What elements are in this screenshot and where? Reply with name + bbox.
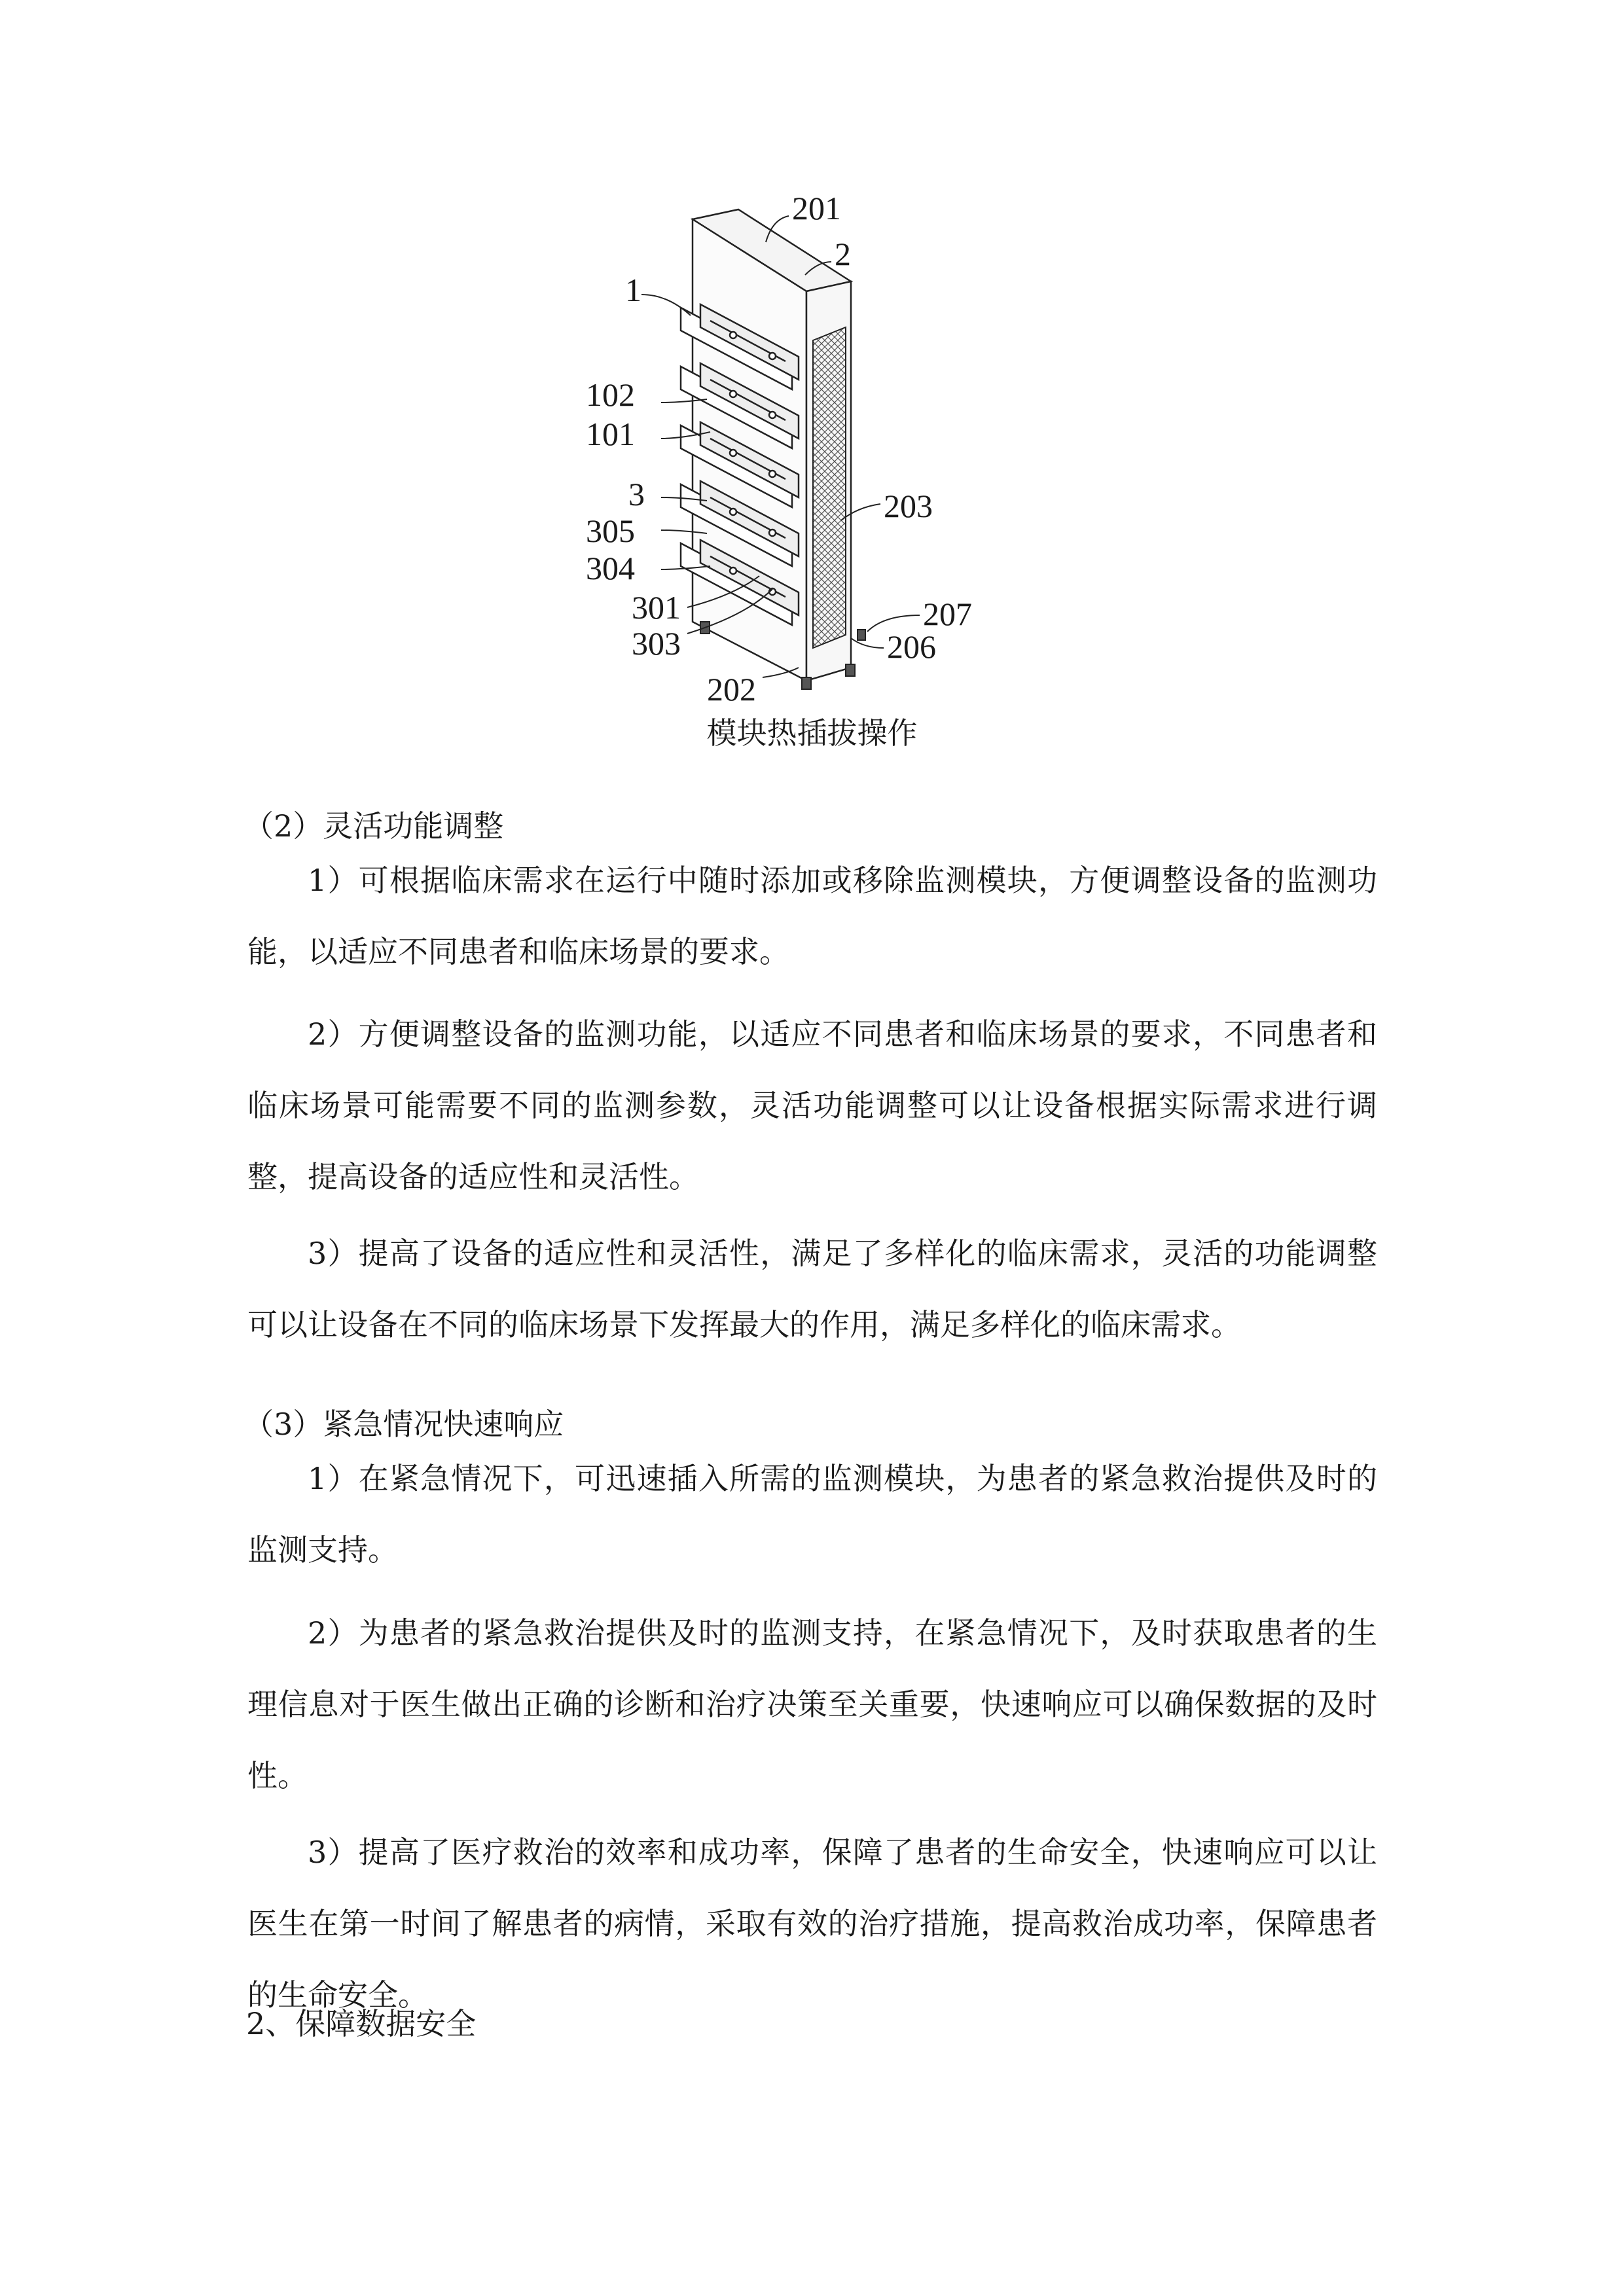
section-heading-data-security: 2、保障数据安全 xyxy=(246,2006,477,2041)
paragraph: 3）提高了设备的适应性和灵活性，满足了多样化的临床需求，灵活的功能调整可以让设备在不同的临床场景下发挥最大的作用，满足多样化的临床需求。 xyxy=(247,1236,1377,1342)
label-206: 206 xyxy=(887,628,936,665)
paragraph: 2）方便调整设备的监测功能，以适应不同患者和临床场景的要求，不同患者和临床场景可能需要不同的监测参数，灵活功能调整可以让设备根据实际需求进行调整，提高设备的适应性和灵活性。 xyxy=(247,1016,1377,1194)
label-303: 303 xyxy=(632,625,681,662)
label-304: 304 xyxy=(586,550,635,586)
label-102: 102 xyxy=(586,376,635,413)
paragraph: 1）可根据临床需求在运行中随时添加或移除监测模块，方便调整设备的监测功能，以适应不同患者和临床场景的要求。 xyxy=(247,863,1377,969)
hot-swap-device-figure xyxy=(576,164,1087,726)
section-heading-flexible-adjustment: （2）灵活功能调整 xyxy=(244,808,504,844)
label-101: 101 xyxy=(586,416,635,452)
label-2: 2 xyxy=(835,236,851,272)
label-301: 301 xyxy=(632,589,681,626)
figure-caption: 模块热插拔操作 xyxy=(706,715,918,751)
device-illustration xyxy=(576,164,1087,726)
paragraph: 2）为患者的紧急救治提供及时的监测支持，在紧急情况下，及时获取患者的生理信息对于医生做出正确的诊断和治疗决策至关重要，快速响应可以确保数据的及时性。 xyxy=(247,1615,1377,1793)
label-305: 305 xyxy=(586,512,635,549)
section-heading-emergency-response: （3）紧急情况快速响应 xyxy=(244,1407,564,1442)
paragraph: 1）在紧急情况下，可迅速插入所需的监测模块，为患者的紧急救治提供及时的监测支持。 xyxy=(247,1461,1377,1568)
label-207: 207 xyxy=(923,596,972,632)
label-202: 202 xyxy=(707,671,756,708)
label-203: 203 xyxy=(884,488,933,524)
label-201: 201 xyxy=(792,190,841,226)
label-1: 1 xyxy=(625,272,641,308)
paragraph: 3）提高了医疗救治的效率和成功率，保障了患者的生命安全，快速响应可以让医生在第一时间了解患者的病情，采取有效的治疗措施，提高救治成功率，保障患者的生命安全。 xyxy=(247,1835,1377,2013)
label-3: 3 xyxy=(628,476,645,512)
mesh-panel xyxy=(813,327,846,648)
